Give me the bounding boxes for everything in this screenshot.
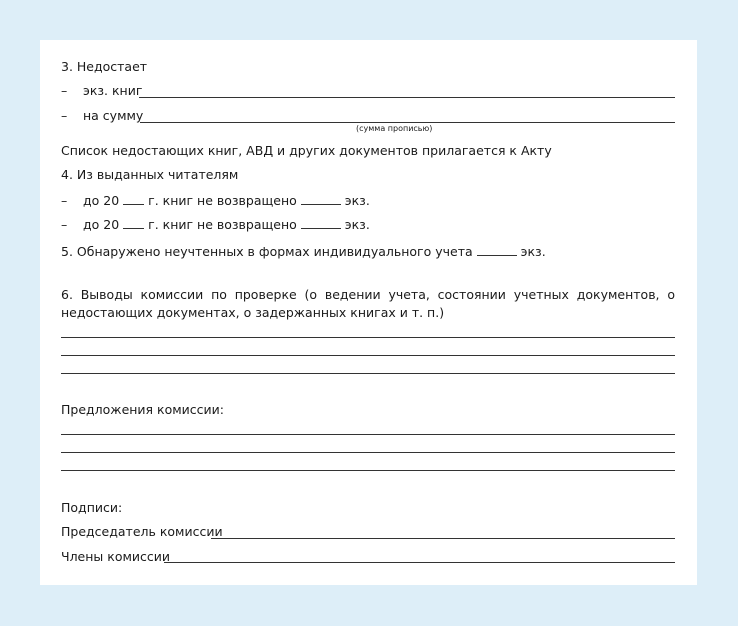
list-note: Список недостающих книг, АВД и других документов прилагается к Акту	[61, 143, 552, 158]
conclusions-line-1[interactable]	[61, 337, 675, 338]
proposals-line-3[interactable]	[61, 470, 675, 471]
form-sheet	[40, 40, 697, 585]
bullet-dash: –	[61, 83, 68, 98]
members-label: Члены комиссии	[61, 549, 171, 564]
members-signature-field[interactable]	[164, 562, 675, 563]
chair-label: Председатель комиссии	[61, 524, 223, 539]
conclusions-line-3[interactable]	[61, 373, 675, 374]
bullet-dash: –	[61, 108, 68, 123]
sum-caption: (сумма прописью)	[356, 124, 433, 133]
bullet-dash: –	[61, 193, 68, 208]
units-label: экз.	[344, 193, 370, 208]
section-5-text: 5. Обнаружено неучтенных в формах индивидуального учета	[61, 244, 473, 259]
year-field[interactable]	[123, 192, 144, 205]
bullet-dash: –	[61, 217, 68, 232]
chair-signature-field[interactable]	[211, 538, 675, 539]
proposals-label: Предложения комиссии:	[61, 402, 225, 417]
conclusions-line-2[interactable]	[61, 355, 675, 356]
books-label: экз. книг	[83, 83, 143, 98]
year-field[interactable]	[123, 216, 144, 229]
unrecorded-count-field[interactable]	[477, 243, 517, 256]
units-label: экз.	[344, 217, 370, 232]
year-prefix: до 20	[83, 193, 120, 208]
books-missing-row	[61, 83, 142, 99]
not-returned-label: г. книг не возвращено	[148, 217, 297, 232]
section-4-heading: 4. Из выданных читателям	[61, 167, 239, 182]
books-count-field[interactable]	[139, 97, 675, 98]
sum-row	[61, 108, 143, 124]
returned-row-2	[61, 216, 370, 233]
proposals-line-2[interactable]	[61, 452, 675, 453]
proposals-line-1[interactable]	[61, 434, 675, 435]
units-label: экз.	[520, 244, 546, 259]
returned-row-1	[61, 192, 370, 209]
count-field[interactable]	[301, 192, 341, 205]
section-5-row	[61, 243, 546, 260]
section-6-text: 6. Выводы комиссии по проверке (о ведении учета, состоянии учетных документов, о недостающих документах, о задержанных книгах и т. п.)	[61, 287, 675, 320]
sum-label: на сумму	[83, 108, 144, 123]
count-field[interactable]	[301, 216, 341, 229]
year-prefix: до 20	[83, 217, 120, 232]
not-returned-label: г. книг не возвращено	[148, 193, 297, 208]
signatures-heading: Подписи:	[61, 500, 123, 515]
sum-field[interactable]	[140, 122, 675, 123]
section-3-heading: 3. Недостает	[61, 59, 148, 74]
